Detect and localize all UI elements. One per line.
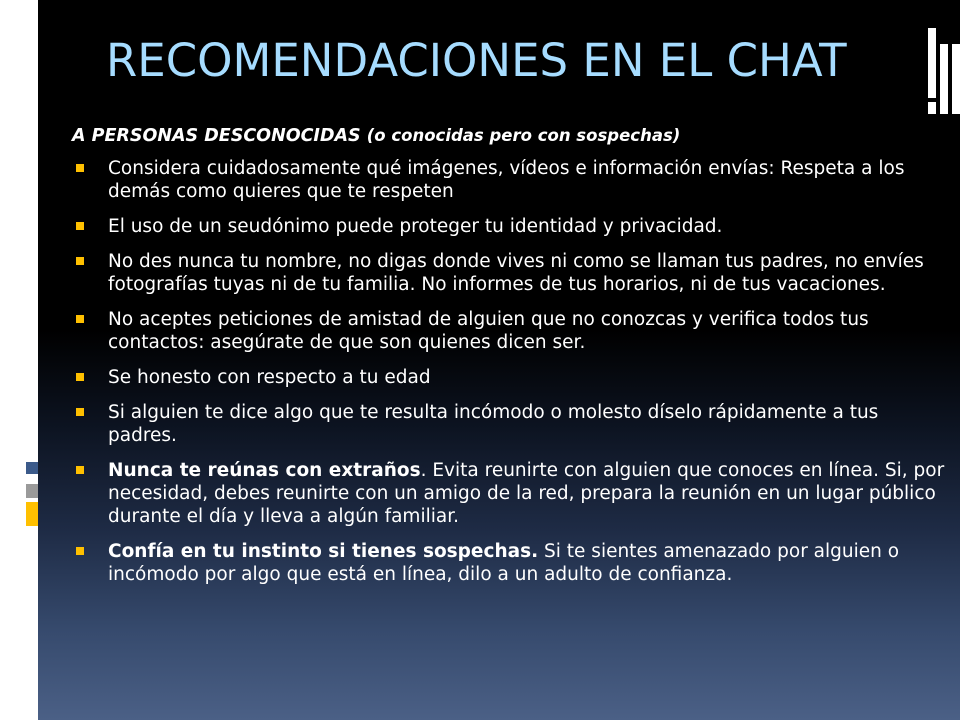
subtitle-paren: (o conocidas pero con sospechas) xyxy=(366,126,681,145)
square-bullet-icon xyxy=(76,408,84,416)
square-bullet-icon xyxy=(76,222,84,230)
list-item-text: . Evita reunirte con alguien que conoces en línea. Si, por necesidad, debes reunirte con un amigo de la red, prepara la reunión en un lugar público durante el día y lleva a algún familiar. xyxy=(108,460,945,527)
slide-content xyxy=(72,126,952,598)
subtitle xyxy=(72,126,952,146)
list-item-text: Se honesto con respecto a tu edad xyxy=(108,367,431,388)
list-item xyxy=(72,401,952,447)
slide-title: RECOMENDACIONES EN EL CHAT xyxy=(106,34,847,87)
square-bullet-icon xyxy=(76,315,84,323)
list-item-text: Si te sientes amenazado por alguien o incómodo por algo que está en línea, dilo a un adulto de confianza. xyxy=(108,541,900,585)
list-item xyxy=(72,250,952,296)
decor-block xyxy=(952,44,960,114)
list-item-text: Considera cuidadosamente qué imágenes, vídeos e información envías: Respeta a los demás como quieres que te respeten xyxy=(108,158,905,202)
list-item-text: Si alguien te dice algo que te resulta incómodo o molesto díselo rápidamente a tus padres. xyxy=(108,402,879,446)
list-item-bold-text: Confía en tu instinto si tienes sospechas. xyxy=(108,541,539,562)
decor-block-blue xyxy=(26,462,38,474)
bullet-list xyxy=(72,157,952,586)
list-item xyxy=(72,215,952,238)
decor-block xyxy=(928,28,936,98)
list-item xyxy=(72,157,952,203)
list-item xyxy=(72,540,952,586)
list-item-bold-text: Nunca te reúnas con extraños xyxy=(108,460,421,481)
list-item xyxy=(72,459,952,528)
list-item-text: El uso de un seudónimo puede proteger tu identidad y privacidad. xyxy=(108,216,723,237)
list-item-text: No aceptes peticiones de amistad de alguien que no conozcas y verifica todos tus contactos: asegúrate de que son quienes dicen ser. xyxy=(108,309,869,353)
subtitle-main: A PERSONAS DESCONOCIDAS xyxy=(72,126,361,146)
square-bullet-icon xyxy=(76,257,84,265)
left-white-bar xyxy=(0,0,38,720)
square-bullet-icon xyxy=(76,164,84,172)
decor-block-yellow xyxy=(26,502,38,526)
square-bullet-icon xyxy=(76,466,84,474)
list-item-text: No des nunca tu nombre, no digas donde vives ni como se llaman tus padres, no envíes fotografías tuyas ni de tu familia. No informes de tus horarios, ni de tus vacaciones. xyxy=(108,251,924,295)
list-item xyxy=(72,366,952,389)
decor-block xyxy=(928,102,936,114)
decor-block xyxy=(940,44,948,114)
list-item xyxy=(72,308,952,354)
decor-block-gray xyxy=(26,484,38,498)
square-bullet-icon xyxy=(76,373,84,381)
square-bullet-icon xyxy=(76,547,84,555)
